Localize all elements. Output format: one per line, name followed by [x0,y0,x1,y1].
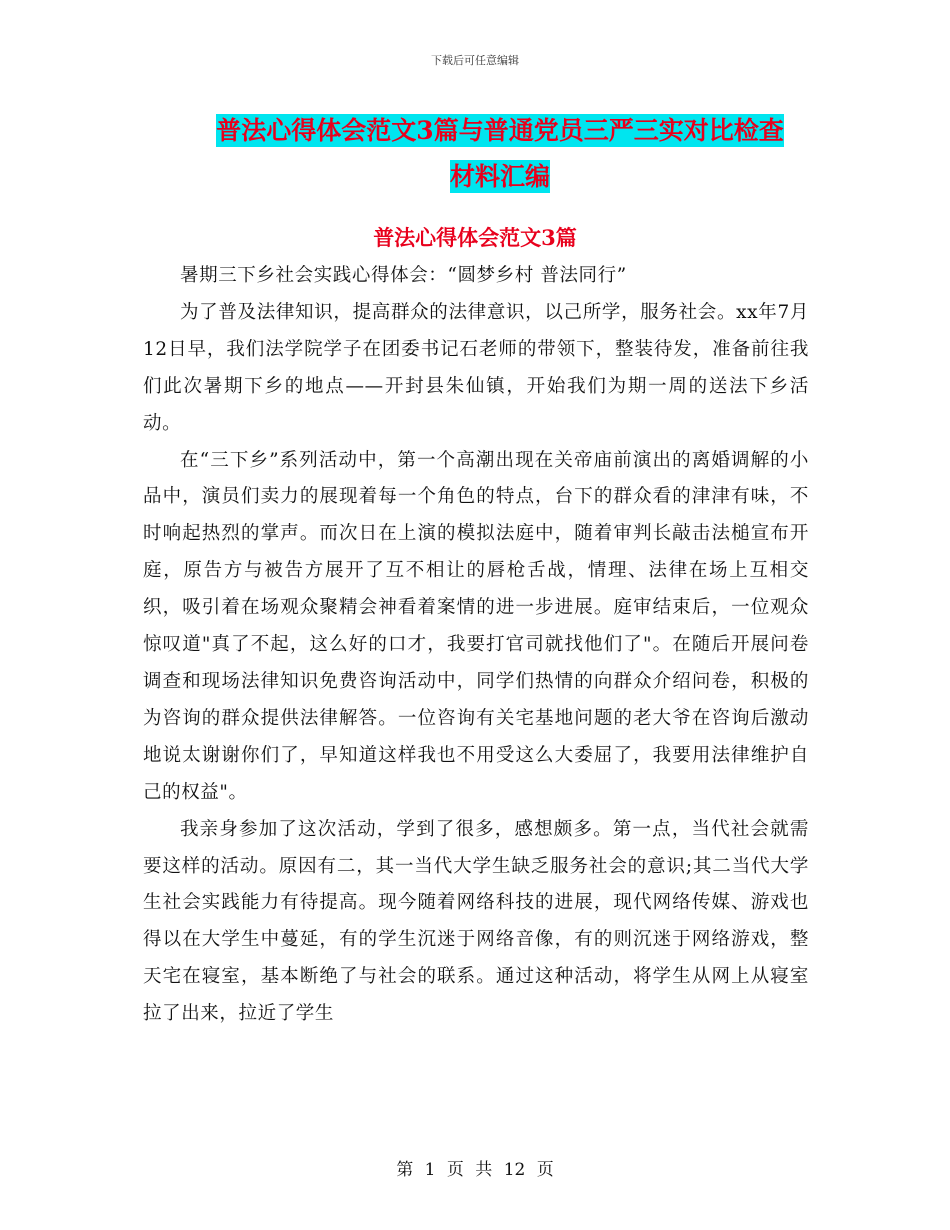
section-title: 普法心得体会范文3篇 [373,225,577,250]
paragraph-subtitle: 暑期三下乡社会实践心得体会：“圆梦乡村 普法同行” [180,265,627,286]
page-header-note: 下载后可任意编辑 [431,54,519,67]
paragraph: 为了普及法律知识，提高群众的法律意识，以己所学，服务社会。xx年7月12日早，我们法学院学子在团委书记石老师的带领下，整装待发，准备前往我们此次暑期下乡的地点——开封县朱仙镇，开始我们为期一周的送法下乡活动。 [143,301,809,434]
document-body [143,258,809,1033]
paragraph: 在“三下乡”系列活动中，第一个高潮出现在关帝庙前演出的离婚调解的小品中，演员们卖力的展现着每一个角色的特点，台下的群众看的津津有味，不时响起热烈的掌声。而次日在上演的模拟法庭中，随着审判长敲击法槌宣布开庭，原告方与被告方展开了互不相让的唇枪舌战，情理、法律在场上互相交织，吸引着在场观众聚精会神看着案情的进一步进展。庭审结束后，一位观众惊叹道"真了不起，这么好的口才，我要打官司就找他们了"。在随后开展问卷调查和现场法律知识免费咨询活动中，同学们热情的向群众介绍问卷，积极的为咨询的群众提供法律解答。一位咨询有关宅基地问题的老大爷在咨询后激动地说太谢谢你们了，早知道这样我也不用受这么大委屈了，我要用法律维护自己的权益"。 [143,449,809,803]
document-title-line-1: 普法心得体会范文3篇与普通党员三严三实对比检查 [216,116,784,145]
paragraph: 我亲身参加了这次活动，学到了很多，感想颇多。第一点，当代社会就需要这样的活动。原因有二，其一当代大学生缺乏服务社会的意识;其二当代大学生社会实践能力有待提高。现今随着网络科技的进展，现代网络传媒、游戏也得以在大学生中蔓延，有的学生沉迷于网络音像，有的则沉迷于网络游戏，整天宅在寝室，基本断绝了与社会的联系。通过这种活动，将学生从网上从寝室拉了出来，拉近了学生 [143,818,809,1025]
document-title [150,108,850,200]
page-footer-number: 第 1 页 共 12 页 [396,1160,554,1180]
document-title-line-2: 材料汇编 [449,162,550,191]
